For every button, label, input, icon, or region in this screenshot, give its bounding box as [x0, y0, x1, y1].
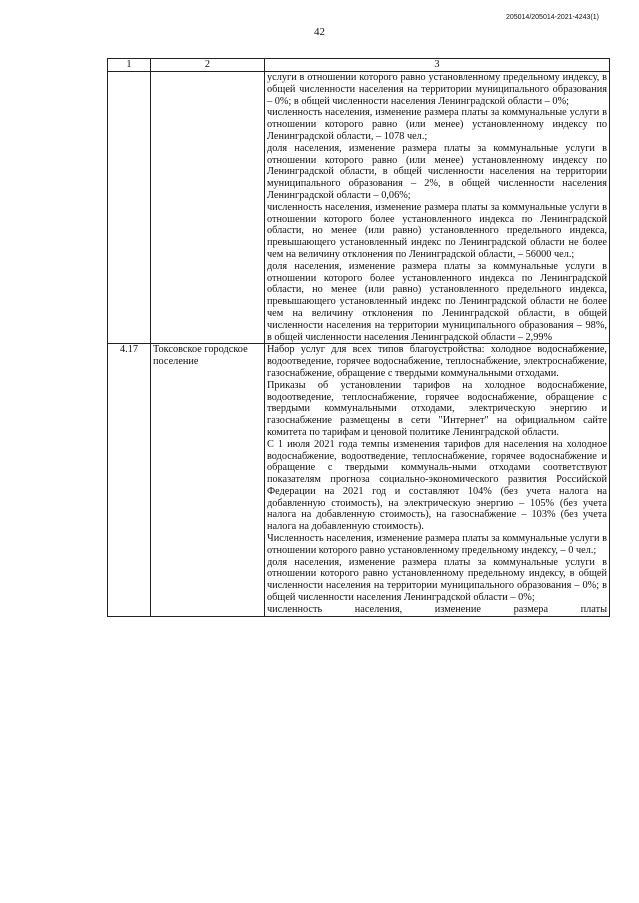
row-name-cell	[151, 72, 265, 344]
table-header-row	[108, 59, 610, 72]
table-row-4-17	[108, 344, 610, 616]
column-header-1: 1	[108, 59, 151, 72]
content-paragraph: Численность населения, изменение размера платы за коммунальные услуги в отношении которого равно установленному предельному индексу, – 0 чел.;	[267, 533, 607, 556]
tariff-table	[107, 58, 610, 617]
row-content-cell	[265, 72, 610, 344]
content-paragraph: численность населения, изменение размера платы за коммунальные услуги в отношении которого равно (или менее) установленному индексу по Ленинградской области, – 1078 чел.;	[267, 107, 607, 142]
row-name-cell: Токсовское городское поселение	[151, 344, 265, 616]
content-paragraph: Приказы об установлении тарифов на холодное водоснабжение, водоотведение, теплоснабжение, горячее водоснабжение, обращение с твердыми коммунальными отходами, электрическую энергию и газоснабжение размещены в сети "Интернет" на официальном сайте комитета по тарифам и ценовой политике Ленинградской области.	[267, 379, 607, 438]
table-row-continuation	[108, 72, 610, 344]
content-paragraph: Набор услуг для всех типов благоустройства: холодное водоснабжение, водоотведение, горячее водоснабжение, теплоснабжение, электроснабжение, газоснабжение, обращение с твердыми коммунальными отходами.	[267, 344, 607, 379]
document-id: 205014/205014-2021-4243(1)	[505, 14, 599, 21]
column-header-3: 3	[265, 59, 610, 72]
content-paragraph: доля населения, изменение размера платы за коммунальные услуги в отношении которого равно (или менее) установленному индексу по Ленинградской области, в общей численности населения на территории муниципального образования – 2%, в общей численности населения Ленинградской области – 0,06%;	[267, 142, 607, 201]
row-number-cell: 4.17	[108, 344, 151, 616]
column-header-2: 2	[151, 59, 265, 72]
content-paragraph: доля населения, изменение размера платы за коммунальные услуги в отношении которого более установленного индекса по Ленинградской области, но менее (или равно) установленного предельного индекса, превышающего установленный индекс по Ленинградской области не более чем на величину отклонения по Ленинградской области, в общей численности населения на территории муниципального образования – 98%, в общей численности населения Ленинградской области – 2,99%	[267, 260, 607, 343]
content-paragraph: услуги в отношении которого равно установленному предельному индексу, в общей численности населения на территории муниципального образования – 0%; в общей численности населения Ленинградской области – 0%;	[267, 72, 607, 107]
content-paragraph: С 1 июля 2021 года темпы изменения тарифов для населения на холодное водоснабжение, водоотведение, теплоснабжение, горячее водоснабжение и обращение с твердыми коммуналь-ными отходами соответствуют показателям прогноза социально-экономического развития Российской Федерации на 2021 год и составляют 104% (без учета налога на добавленную стоимость), на электрическую энергию – 105% (без учета налога на добавленную стоимость), на газоснабжение – 103% (без учета налога на добавленную стоимость).	[267, 438, 607, 533]
content-paragraph: численность населения, изменение размера платы за коммунальные услуги в отношении которого более установленного индекса по Ленинградской области, но менее (или равно) установленного предельного индекса, превышающего установленный индекс по Ленинградской области не более чем на величину отклонения по Ленинградской области, – 56000 чел.;	[267, 201, 607, 260]
content-paragraph: численность населения, изменение размера платы	[267, 603, 607, 615]
content-paragraph: доля населения, изменение размера платы за коммунальные услуги в отношении которого равно установленному предельному индексу, в общей численности населения на территории муниципального образования – 0%; в общей численности населения Ленинградской области – 0%;	[267, 556, 607, 604]
page-number: 42	[314, 26, 325, 38]
row-number-cell	[108, 72, 151, 344]
row-content-cell	[265, 344, 610, 616]
